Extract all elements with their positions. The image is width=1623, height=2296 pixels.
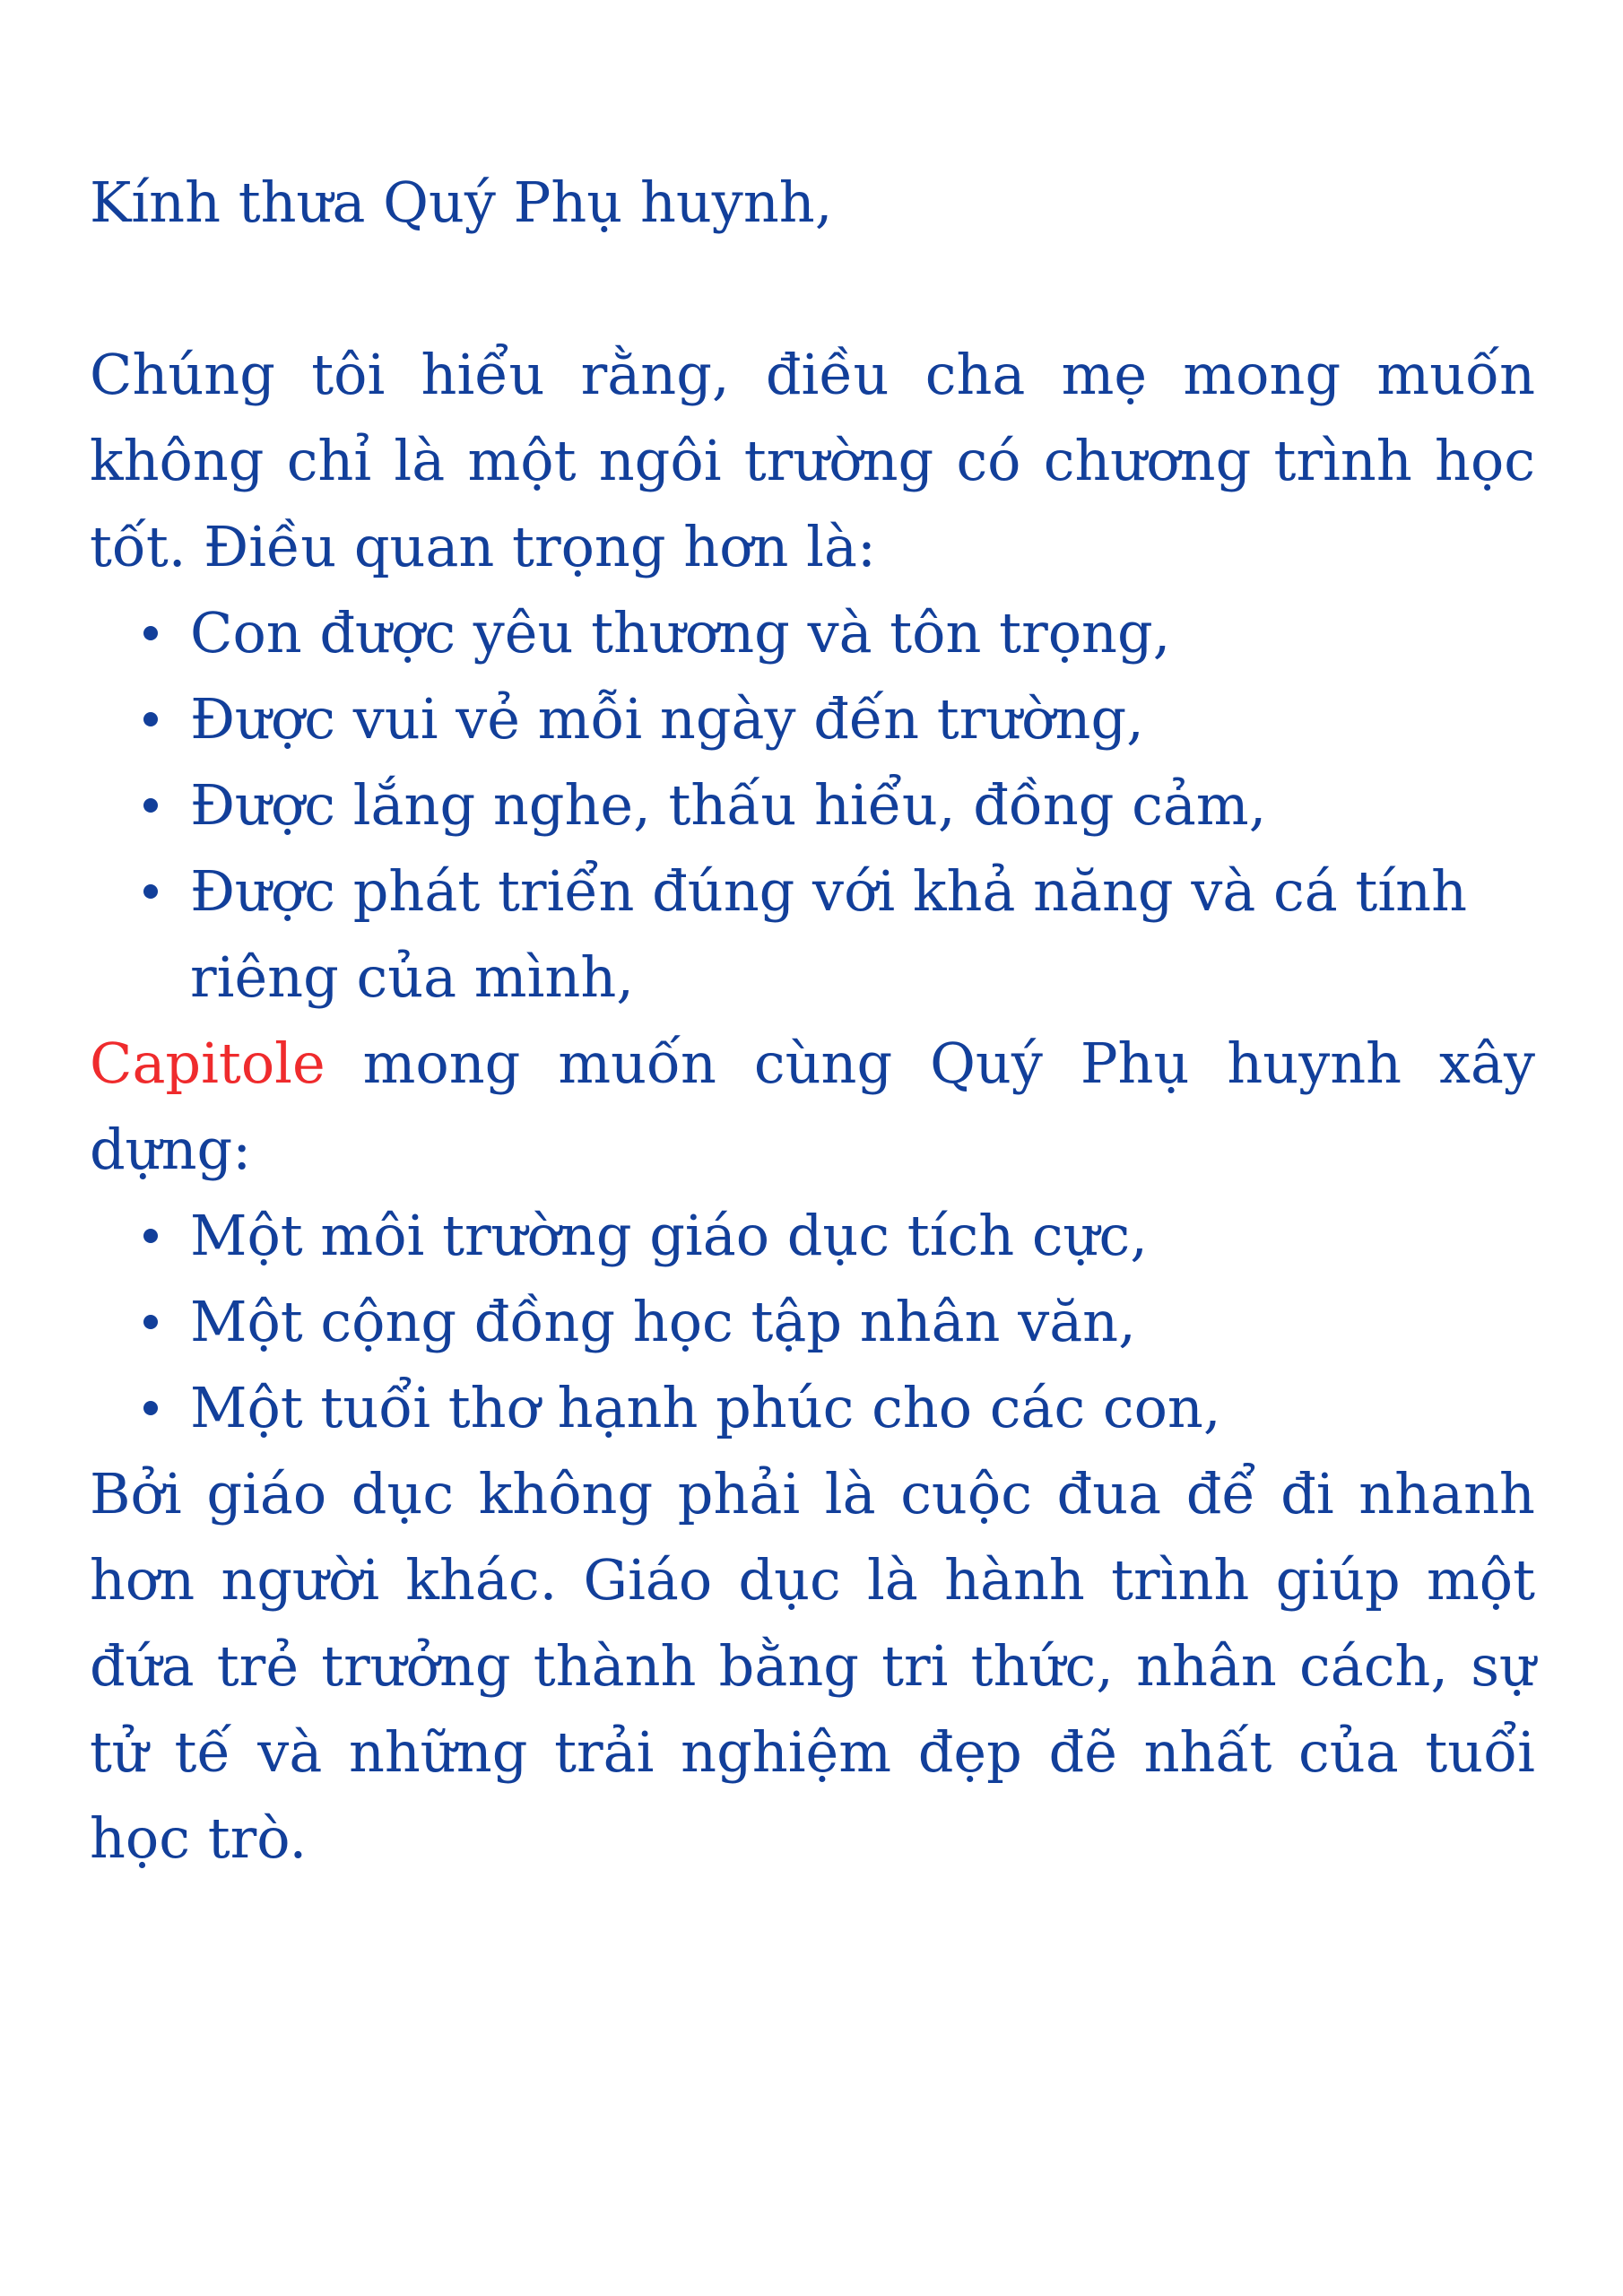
bullet-icon (143, 798, 158, 813)
goals-list (90, 1193, 1535, 1451)
list-item (190, 676, 1535, 762)
bullet-icon (143, 1315, 158, 1329)
list-item (190, 1279, 1535, 1365)
brand-name: Capitole (90, 1031, 325, 1096)
blank-line (90, 246, 1535, 332)
list-item-text: Được vui vẻ mỗi ngày đến trường, (190, 686, 1144, 752)
salutation: Kính thưa Quý Phụ huynh, (90, 170, 833, 235)
intro-paragraph: Chúng tôi hiểu rằng, điều cha mẹ mong muốn không chỉ là một ngôi trường có chương trình học tốt. Điều quan trọng hơn là: (90, 342, 1535, 579)
brand-statement: mong muốn cùng Quý Phụ huynh xây dựng: (90, 1031, 1535, 1182)
child-wishes-list (90, 590, 1535, 1021)
brand-paragraph (90, 1021, 1535, 1193)
list-item-text: Con được yêu thương và tôn trọng, (190, 600, 1171, 665)
list-item-text: Một cộng đồng học tập nhân văn, (190, 1289, 1136, 1354)
list-item-text: Được phát triển đúng với khả năng và cá tính riêng của mình, (190, 858, 1468, 1010)
list-item (190, 590, 1535, 676)
list-item (190, 1365, 1535, 1451)
list-item (190, 848, 1535, 1021)
list-item-text: Một môi trường giáo dục tích cực, (190, 1203, 1148, 1268)
list-item (190, 1193, 1535, 1279)
list-item-text: Được lắng nghe, thấu hiểu, đồng cảm, (190, 772, 1267, 838)
bullet-icon (143, 1229, 158, 1243)
list-item-text: Một tuổi thơ hạnh phúc cho các con, (190, 1375, 1221, 1440)
letter-body (90, 160, 1535, 1882)
bullet-icon (143, 712, 158, 726)
list-item (190, 762, 1535, 848)
bullet-icon (143, 626, 158, 640)
closing-paragraph: Bởi giáo dục không phải là cuộc đua để đi nhanh hơn người khác. Giáo dục là hành trình giúp một đứa trẻ trưởng thành bằng tri thức, nhân cách, sự tử tế và những trải nghiệm đẹp đẽ nhất của tuổi học trò. (90, 1461, 1535, 1871)
bullet-icon (143, 884, 158, 899)
bullet-icon (143, 1401, 158, 1415)
